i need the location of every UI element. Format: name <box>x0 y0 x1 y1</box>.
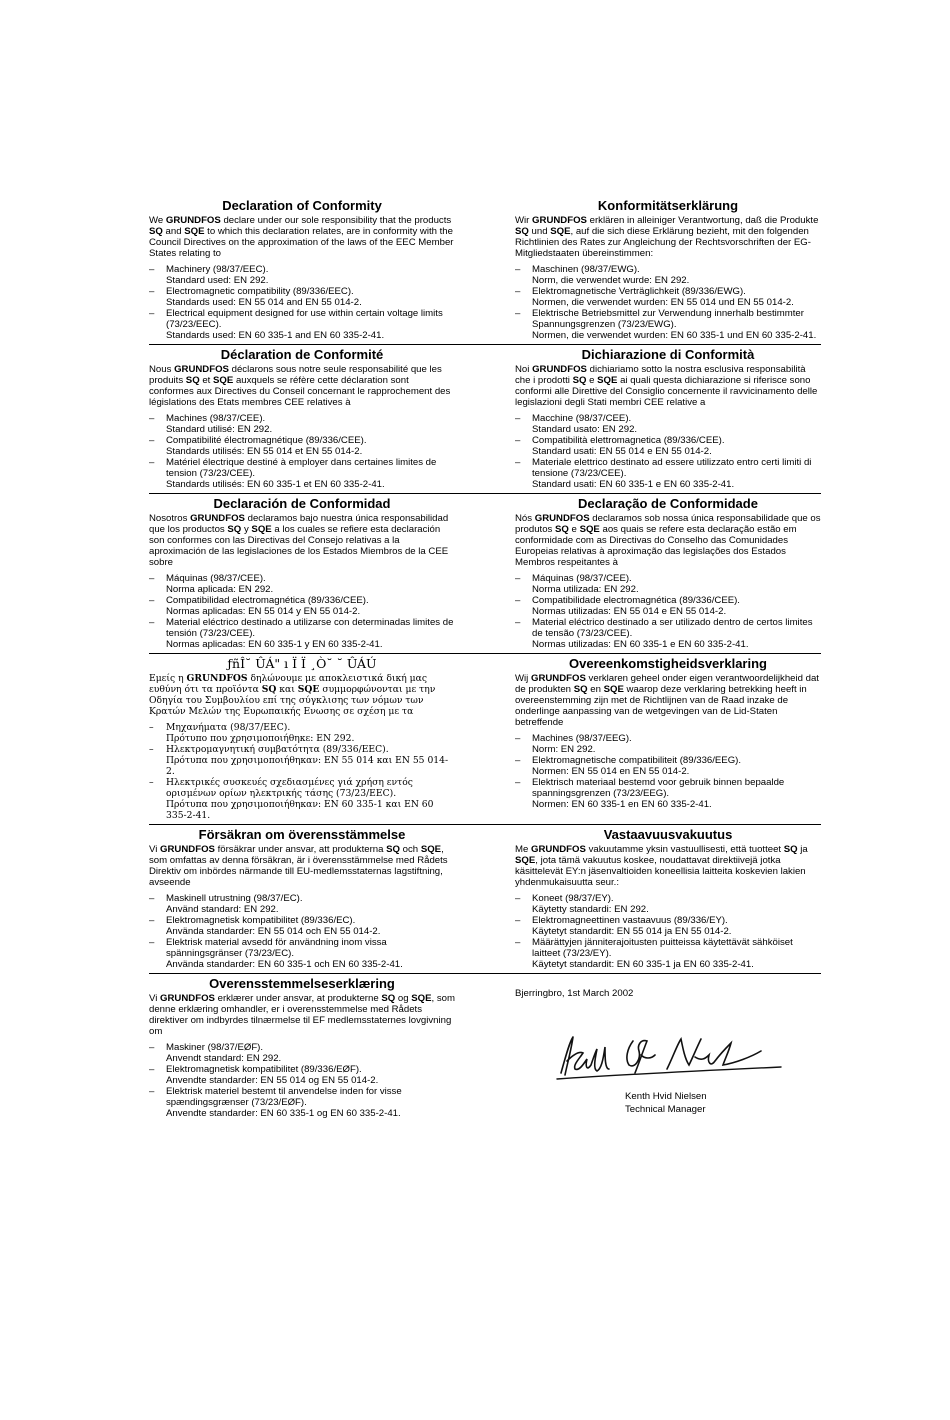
directive-text: Elektromagneettinen vastaavuus (89/336/EY). <box>532 915 728 926</box>
section-fr <box>149 345 455 493</box>
directive-text: Máquinas (98/37/CEE). <box>166 573 266 584</box>
standards-used: Normen, die verwendet wurden: EN 60 335-1 und EN 60 335-2-41. <box>532 330 817 341</box>
directive-text: Compatibilidade electromagnética (89/336/CEE). <box>532 595 740 606</box>
directive-text: Materiale elettrico destinato ad essere utilizzato entro certi limiti di tensione (73/23/CEE). <box>532 457 812 479</box>
section-title: Declaración de Conformidad <box>213 496 391 511</box>
directive-item <box>149 264 455 286</box>
standards-used: Norm: EN 292. <box>532 744 596 755</box>
directive-list <box>515 264 821 341</box>
directive-item <box>149 1064 455 1086</box>
directive-item <box>515 617 821 650</box>
directive-item <box>149 457 455 490</box>
section-intro: Me GRUNDFOS vakuutamme yksin vastuullisesti, että tuotteet SQ ja SQE, jota tämä vakuutus koskee, noudattavat direktiivejä jotka käsittelevät EY:n jäsenvaltioiden koneellisia laitteita koskevien lakien yhdenmukaisuutta seur.: <box>515 844 808 888</box>
section-title: Konformitätserklärung <box>597 198 739 213</box>
signature-block <box>515 974 821 1122</box>
directive-item <box>149 1042 455 1064</box>
directive-item <box>149 915 455 937</box>
section-nl <box>515 654 821 824</box>
directive-item <box>149 893 455 915</box>
directive-item <box>149 744 455 777</box>
section-title: ƒñÎ˘ ÛÁ" ı Ï Ï ¸Ò˘ ˘ ÛÁÚ <box>227 656 377 671</box>
section-title: Vastaavuusvakuutus <box>603 827 733 842</box>
directive-item <box>515 435 821 457</box>
declaration-section <box>515 199 821 344</box>
standards-used: Anvendte standarder: EN 55 014 og EN 55 014-2. <box>166 1075 379 1086</box>
directive-text: Ηλεκτρικές συσκευές σχεδιασμένες γιά χρήση εντός ορισμένων ορίων ηλεκτρικής τάσης (73/23/EEC). <box>166 777 413 799</box>
signer-name: Kenth Hvid Nielsen <box>625 1091 707 1102</box>
directive-text: Elektromagnetisk kompatibilitet (89/336/EØF). <box>166 1064 362 1075</box>
directive-text: Macchine (98/37/CEE). <box>532 413 632 424</box>
directive-list <box>515 893 821 970</box>
directive-list <box>149 893 455 970</box>
directive-item <box>149 286 455 308</box>
directive-text: Elektrisch materiaal bestemd voor gebruik binnen bepaalde spanningsgrenzen (73/23/EEG). <box>532 777 785 799</box>
row-3 <box>149 494 821 654</box>
directive-list <box>515 733 821 810</box>
standards-used: Anvendte standarder: EN 60 335-1 og EN 60 335-2-41. <box>166 1108 401 1119</box>
directive-text: Material eléctrico destinado a ser utilizado dentro de certos limites de tensão (73/23/CEE). <box>532 617 813 639</box>
section-pt <box>515 494 821 653</box>
standards-used: Πρότυπα που χρησιμοποιήθηκαν: EN 60 335-1 και EN 60 335-2-41. <box>166 799 434 821</box>
section-intro: Vi GRUNDFOS erklærer under ansvar, at produkterne SQ og SQE, som denne erklæring omhandler, er i overensstemmelse med Rådets direktiver om indbyrdes tilnærmelse til EF medlemsstaternes lovgivning om <box>149 993 455 1037</box>
section-intro: Vi GRUNDFOS försäkrar under ansvar, att produkterna SQ och SQE, som omfattas av denna försäkran, är i överensstämmelse med Rådets Direktiv om inbördes närmande till EU-medlemsstaternas lagstiftning, avseende <box>149 844 448 888</box>
section-it <box>515 345 821 493</box>
directive-item <box>149 413 455 435</box>
standards-used: Normas aplicadas: EN 55 014 y EN 55 014-2. <box>166 606 361 617</box>
directive-item <box>515 264 821 286</box>
directive-item <box>515 286 821 308</box>
standards-used: Normas utilizadas: EN 55 014 e EN 55 014-2. <box>532 606 727 617</box>
directive-text: Elektrisk materiel bestemt til anvendelse inden for visse spændingsgrænser (73/23/EØF). <box>166 1086 402 1108</box>
directive-list <box>149 264 455 341</box>
directive-text: Elektromagnetisk kompatibilitet (89/336/EC). <box>166 915 356 926</box>
signature-area <box>515 1029 785 1089</box>
standards-used: Standards used: EN 55 014 and EN 55 014-2. <box>166 297 362 308</box>
directive-item <box>149 435 455 457</box>
directive-item <box>515 595 821 617</box>
row-6 <box>149 974 821 1122</box>
standards-used: Standards used: EN 60 335-1 and EN 60 335-2-41. <box>166 330 385 341</box>
standards-used: Käytetyt standardit: EN 60 335-1 ja EN 60 335-2-41. <box>532 959 754 970</box>
standards-used: Norm, die verwendet wurde: EN 292. <box>532 275 690 286</box>
directive-text: Compatibilité électromagnétique (89/336/CEE). <box>166 435 367 446</box>
directive-text: Elektrisk material avsedd för användning inom vissa spänningsgränser (73/23/EC). <box>166 937 387 959</box>
section-intro: Noi GRUNDFOS dichiariamo sotto la nostra esclusiva responsabilità che i prodotti SQ e SQE ai quali questa dichiarazione si riferisce sono conformi alle Direttive del Consiglio concernente il ravvicinamento delle legislazioni degli Stati membri CEE relative a <box>515 364 818 408</box>
directive-item <box>515 755 821 777</box>
directive-text: Matériel électrique destiné à employer dans certaines limites de tension (73/23/CEE). <box>166 457 437 479</box>
standards-used: Normen, die verwendet wurden: EN 55 014 und EN 55 014-2. <box>532 297 794 308</box>
section-intro: Wir GRUNDFOS erklären in alleiniger Verantwortung, daß die Produkte SQ und SQE, auf die sich diese Erklärung bezieht, mit den folgenden Richtlinien des Rates zur Angleichung der Rechtsvorschriften der EG-Mitgliedstaaten übereinstimmen: <box>515 215 819 259</box>
directive-list <box>515 413 821 490</box>
standards-used: Normas utilizadas: EN 60 335-1 e EN 60 335-2-41. <box>532 639 749 650</box>
declaration-section <box>515 828 821 973</box>
directive-list <box>149 413 455 490</box>
standards-used: Använd standard: EN 292. <box>166 904 279 915</box>
declaration-page <box>149 196 821 1122</box>
standards-used: Standard used: EN 292. <box>166 275 269 286</box>
directive-item <box>515 937 821 970</box>
place-date: Bjerringbro, 1st March 2002 <box>515 988 634 999</box>
directive-list <box>515 573 821 650</box>
section-intro: Wij GRUNDFOS verklaren geheel onder eigen verantwoordelijkheid dat de produkten SQ en SQE waarop deze verklaring betrekking heeft in overeenstemming zijn met de Richtlijnen van de Raad inzake de onderlinge aanpassing van de wetgevingen van de Lid-Staten betreffende <box>515 673 819 728</box>
row-5 <box>149 825 821 974</box>
standards-used: Standard usati: EN 60 335-1 e EN 60 335-2-41. <box>532 479 735 490</box>
directive-text: Koneet (98/37/EY). <box>532 893 614 904</box>
standards-used: Använda standarder: EN 60 335-1 och EN 60 335-2-41. <box>166 959 403 970</box>
standards-used: Πρότυπα που χρησιμοποιήθηκαν: EN 55 014 και EN 55 014-2. <box>166 755 449 777</box>
directive-text: Electromagnetic compatibility (89/336/EEC). <box>166 286 354 297</box>
declaration-section <box>149 657 455 824</box>
directive-text: Machines (98/37/EEG). <box>532 733 632 744</box>
declaration-section <box>149 977 455 1122</box>
directive-item <box>149 722 455 744</box>
directive-list <box>149 1042 455 1119</box>
directive-item <box>149 595 455 617</box>
row-4 <box>149 654 821 825</box>
section-intro: Nous GRUNDFOS déclarons sous notre seule responsabilité que les produits SQ et SQE auxquels se réfère cette déclaration sont conformes aux Directives du Conseil concernant le rapprochement des législations des Etats membres CEE relatives à <box>149 364 451 408</box>
section-gr <box>149 654 455 824</box>
directive-item <box>515 733 821 755</box>
standards-used: Standards utilisés: EN 55 014 et EN 55 014-2. <box>166 446 363 457</box>
declaration-section <box>149 828 455 973</box>
directive-text: Maskinell utrustning (98/37/EC). <box>166 893 303 904</box>
declaration-section <box>149 348 455 493</box>
section-title: Overensstemmelseserklæring <box>209 976 395 991</box>
directive-text: Material eléctrico destinado a utilizarse con determinadas limites de tensión (73/23/CEE). <box>166 617 454 639</box>
directive-item <box>149 1086 455 1119</box>
directive-text: Määrättyjen jänniterajoitusten puitteissa käytettävät sähköiset laitteet (73/23/EY). <box>532 937 793 959</box>
directive-text: Machinery (98/37/EEC). <box>166 264 269 275</box>
directive-text: Machines (98/37/CEE). <box>166 413 266 424</box>
section-title: Dichiarazione di Conformità <box>581 347 755 362</box>
declaration-section <box>149 199 455 344</box>
directive-item <box>515 573 821 595</box>
section-intro: We GRUNDFOS declare under our sole responsibility that the products SQ and SQE to which this declaration relates, are in conformity with the Council Directives on the approximation of the laws of the EEC Member States relating to <box>149 215 454 259</box>
standards-used: Standards utilisés: EN 60 335-1 et EN 60 335-2-41. <box>166 479 385 490</box>
section-intro: Εμείς η GRUNDFOS δηλώνουμε με αποκλειστικά δική μας ευθύνη ότι τα προϊόντα SQ και SQE συμμορφώνονται με την Οδηγία του Συμβουλίου επί της σύγκλισης των νόμων των Κρατών Μελών της Ευρωπαικής Ενωσης σε σχέση με τα <box>149 673 436 717</box>
directive-list <box>149 573 455 650</box>
row-2 <box>149 345 821 494</box>
section-title: Overeenkomstigheidsverklaring <box>569 656 767 671</box>
section-intro: Nós GRUNDFOS declaramos sob nossa única responsabilidade que os produtos SQ e SQE aos quais se refere esta declaração estão em conformidade com as Directivas do Conselho das Comunidades Europeias relativas à aproximação das legislações dos Estados Membros respeitantes à <box>515 513 821 568</box>
declaration-section <box>515 348 821 493</box>
directive-text: Elektromagnetische Verträglichkeit (89/336/EWG). <box>532 286 746 297</box>
directive-item <box>149 308 455 341</box>
directive-text: Máquinas (98/37/CEE). <box>532 573 632 584</box>
directive-item <box>515 893 821 915</box>
directive-text: Elektrische Betriebsmittel zur Verwendung innerhalb bestimmter Spannungsgrenzen (73/23/EWG). <box>532 308 804 330</box>
section-dk <box>149 974 455 1122</box>
directive-item <box>515 457 821 490</box>
standards-used: Normen: EN 60 335-1 en EN 60 335-2-41. <box>532 799 712 810</box>
directive-text: Compatibilidad electromagnética (89/336/CEE). <box>166 595 369 606</box>
standards-used: Standard usati: EN 55 014 e EN 55 014-2. <box>532 446 712 457</box>
standards-used: Πρότυπο που χρησιμοποιήθηκε: EN 292. <box>166 733 355 744</box>
standards-used: Anvendt standard: EN 292. <box>166 1053 282 1064</box>
section-title: Declaration of Conformity <box>222 198 382 213</box>
row-1 <box>149 196 821 345</box>
standards-used: Norma utilizada: EN 292. <box>532 584 639 595</box>
directive-item <box>149 777 455 821</box>
section-title: Déclaration de Conformité <box>220 347 384 362</box>
directive-item <box>515 915 821 937</box>
standards-used: Normas aplicadas: EN 60 335-1 y EN 60 335-2-41. <box>166 639 383 650</box>
standards-used: Käytetyt standardit: EN 55 014 ja EN 55 014-2. <box>532 926 732 937</box>
standards-used: Käytetty standardi: EN 292. <box>532 904 649 915</box>
section-title: Försäkran om överensstämmelse <box>198 827 406 842</box>
directive-item <box>515 413 821 435</box>
directive-item <box>149 937 455 970</box>
section-se <box>149 825 455 973</box>
directive-text: Compatibilità elettromagnetica (89/336/CEE). <box>532 435 725 446</box>
declaration-section <box>515 657 821 813</box>
standards-used: Normen: EN 55 014 en EN 55 014-2. <box>532 766 690 777</box>
directive-item <box>149 573 455 595</box>
handwritten-signature <box>555 1029 787 1089</box>
directive-list <box>149 722 455 821</box>
signer-title: Technical Manager <box>625 1104 706 1115</box>
directive-item <box>515 777 821 810</box>
directive-text: Maskiner (98/37/EØF). <box>166 1042 264 1053</box>
standards-used: Standard usato: EN 292. <box>532 424 638 435</box>
directive-text: Ηλεκτρομαγνητική συμβατότητα (89/336/EEC). <box>166 744 389 755</box>
section-fi <box>515 825 821 973</box>
section-title: Declaração de Conformidade <box>578 496 758 511</box>
standards-used: Använda standarder: EN 55 014 och EN 55 014-2. <box>166 926 381 937</box>
section-de <box>515 196 821 344</box>
standards-used: Standard utilisé: EN 292. <box>166 424 273 435</box>
section-en <box>149 196 455 344</box>
directive-text: Electrical equipment designed for use within certain voltage limits (73/23/EEC). <box>166 308 443 330</box>
directive-item <box>149 617 455 650</box>
directive-text: Elektromagnetische compatibiliteit (89/336/EEG). <box>532 755 742 766</box>
directive-text: Maschinen (98/37/EWG). <box>532 264 640 275</box>
declaration-section <box>149 497 455 653</box>
standards-used: Norma aplicada: EN 292. <box>166 584 274 595</box>
declaration-section <box>515 497 821 653</box>
section-intro: Nosotros GRUNDFOS declaramos bajo nuestra única responsabilidad que los productos SQ y SQE a los cuales se refiere esta declaración son conformes con las Directivas del Consejo relativas a la aproximación de las legislaciones de los Estados Miembros de la CEE sobre <box>149 513 449 568</box>
directive-item <box>515 308 821 341</box>
section-es <box>149 494 455 653</box>
directive-text: Μηχανήματα (98/37/EEC). <box>166 722 291 733</box>
